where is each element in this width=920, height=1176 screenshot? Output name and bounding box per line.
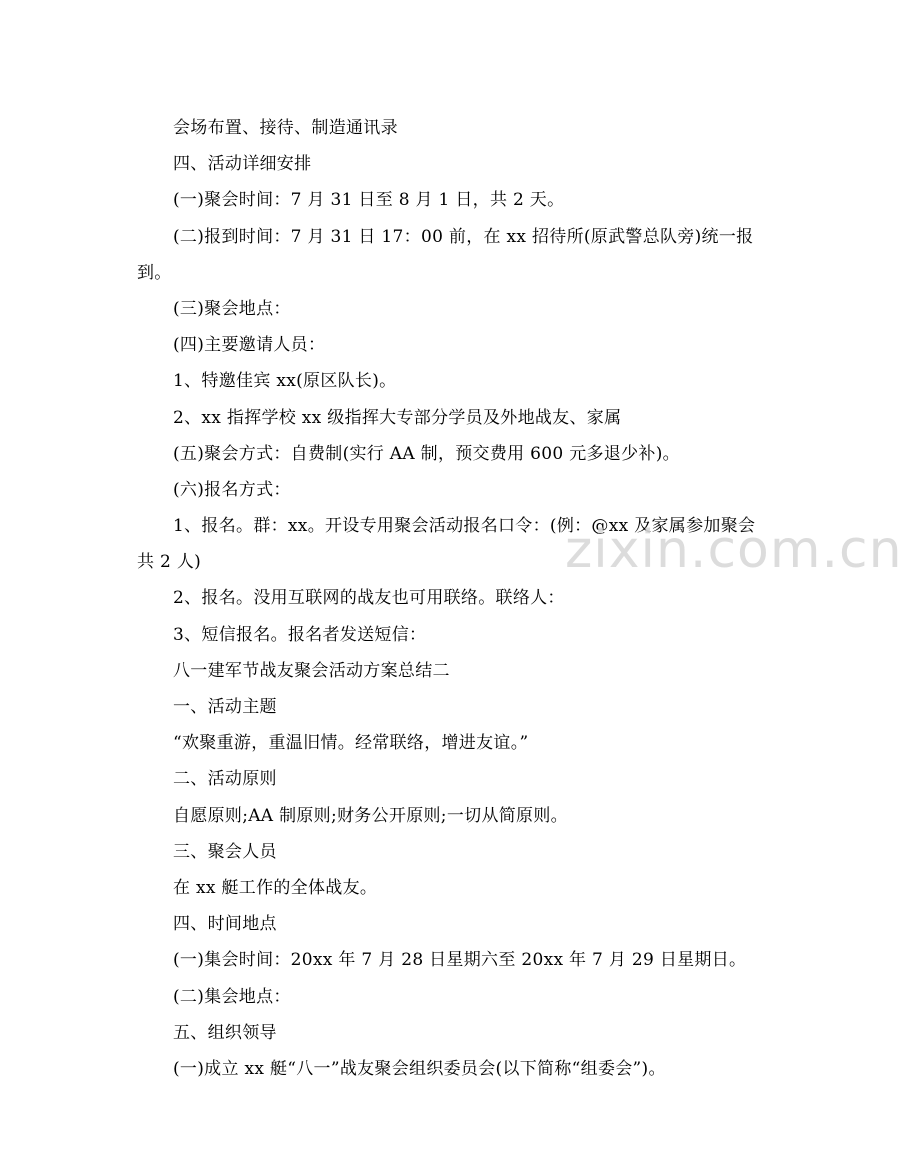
paragraph-line: 3、短信报名。报名者发送短信： — [173, 624, 427, 645]
paragraph-line-continuation: 到。 — [137, 262, 172, 283]
section-heading: 一、活动主题 — [173, 697, 277, 717]
paragraph-line: 2、报名。没用互联网的战友也可用联络。联络人： — [173, 588, 565, 609]
paragraph-line: “欢聚重游，重温旧情。经常联络，增进友谊。” — [173, 733, 529, 754]
section-heading: 二、活动原则 — [173, 769, 277, 790]
paragraph-line: 1、报名。群：xx。开设专用聚会活动报名口令：(例：@xx 及家属参加聚会 — [173, 516, 756, 537]
paragraph-line: 2、xx 指挥学校 xx 级指挥大专部分学员及外地战友、家属 — [173, 407, 622, 428]
section-heading: 五、组织领导 — [173, 1022, 277, 1043]
paragraph-line: 1、特邀佳宾 xx(原区队长)。 — [173, 371, 397, 392]
paragraph-line: (四)主要邀请人员： — [173, 335, 326, 356]
paragraph-line: (三)聚会地点： — [173, 298, 291, 319]
paragraph-line: (五)聚会方式：自费制(实行 AA 制，预交费用 600 元多退少补)。 — [173, 443, 680, 464]
paragraph-line: (一)成立 xx 艇“八一”战友聚会组织委员会(以下简称“组委会”)。 — [173, 1058, 666, 1079]
paragraph-line: (六)报名方式： — [173, 479, 291, 500]
section-heading: 三、聚会人员 — [173, 841, 277, 862]
paragraph-line: 会场布置、接待、制造通讯录 — [173, 118, 398, 138]
watermark-text: zixin.com.cn — [565, 520, 903, 580]
section-heading: 四、时间地点 — [173, 914, 277, 935]
document-body — [137, 110, 787, 1087]
paragraph-line-continuation: 共 2 人) — [137, 552, 202, 573]
document-subtitle: 八一建军节战友聚会活动方案总结二 — [173, 660, 450, 681]
paragraph-line: (一)聚会时间：7 月 31 日至 8 月 1 日，共 2 天。 — [173, 190, 565, 211]
paragraph-line: (一)集会时间：20xx 年 7 月 28 日星期六至 20xx 年 7 月 29 日星期日。 — [173, 950, 747, 971]
paragraph-line: (二)报到时间：7 月 31 日 17：00 前，在 xx 招待所(原武警总队旁)统一报 — [173, 226, 754, 247]
paragraph-line: 自愿原则;AA 制原则;财务公开原则;一切从简原则。 — [173, 805, 568, 826]
section-heading: 四、活动详细安排 — [173, 154, 312, 175]
paragraph-line: (二)集会地点： — [173, 986, 291, 1007]
paragraph-line: 在 xx 艇工作的全体战友。 — [173, 877, 378, 898]
